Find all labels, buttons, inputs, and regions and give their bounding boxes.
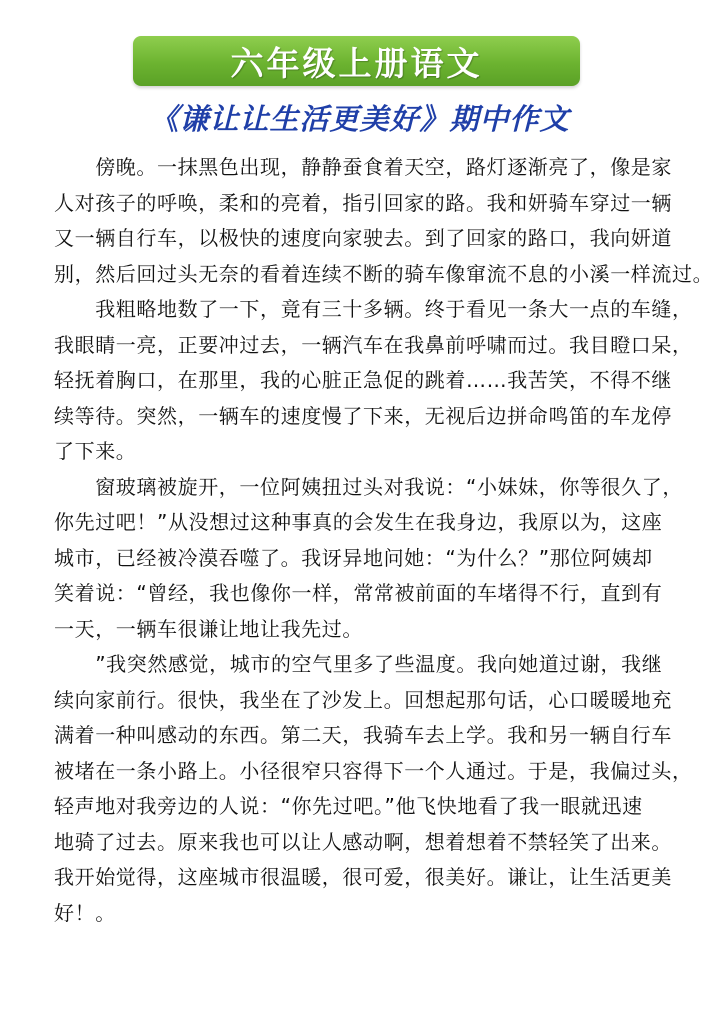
essay-line: 轻声地对我旁边的人说：“你先过吧。”他飞快地看了我一眼就迅速 [54,794,643,818]
banner-text: 六年级上册语文 [230,43,483,83]
essay-line: 地骑了过去。原来我也可以让人感动啊，想着想着不禁轻笑了出来。 [54,829,672,854]
essay-line: 轻抚着胸口，在那里，我的心脏正急促的跳着……我苦笑，不得不继 [54,368,672,392]
essay-line: 了下来。 [54,439,137,463]
essay-line: 傍晚。一抹黑色出现，静静蚕食着天空，路灯逐渐亮了，像是家 [54,155,672,179]
essay-line: 城市，已经被冷漠吞噬了。我讶异地问她：“为什么？”那位阿姨却 [54,545,653,570]
essay-line: 好！。 [54,900,116,925]
essay-line: 别，然后回过头无奈的看着连续不断的骑车像窜流不息的小溪一样流过。 [54,261,714,286]
essay-line: ”我突然感觉，城市的空气里多了些温度。我向她道过谢，我继 [54,652,663,676]
essay-line: 又一辆自行车，以极快的速度向家驶去。到了回家的路口，我向妍道 [54,226,672,250]
essay-line: 我眼睛一亮，正要冲过去，一辆汽车在我鼻前呼啸而过。我目瞪口呆， [54,332,693,357]
essay-line: 我开始觉得，这座城市很温暖，很可爱，很美好。谦让，让生活更美 [54,865,672,889]
essay-line: 被堵在一条小路上。小径很窄只容得下一个人通过。于是，我偏过头， [54,758,693,783]
essay-line: 窗玻璃被旋开，一位阿姨扭过头对我说：“小妹妹，你等很久了， [54,474,683,499]
essay-line: 一天，一辆车很谦让地让我先过。 [54,616,363,641]
essay-title: 《谦让让生活更美好》期中作文 [149,102,570,136]
essay-line: 人对孩子的呼唤，柔和的亮着，指引回家的路。我和妍骑车穿过一辆 [54,190,672,215]
grade-banner [133,36,580,86]
essay-line: 你先过吧！”从没想过这种事真的会发生在我身边，我原以为，这座 [54,510,663,534]
essay-line: 笑着说：“曾经，我也像你一样，常常被前面的车堵得不行，直到有 [54,581,663,605]
essay-line: 我粗略地数了一下，竟有三十多辆。终于看见一条大一点的车缝， [54,297,693,321]
essay-line: 满着一种叫感动的东西。第二天，我骑车去上学。我和另一辆自行车 [54,723,672,747]
essay-body [54,150,714,931]
essay-line: 续等待。突然，一辆车的速度慢了下来，无视后边拼命鸣笛的车龙停 [54,403,672,428]
essay-line: 续向家前行。很快，我坐在了沙发上。回想起那句话，心口暖暖地充 [54,687,672,712]
